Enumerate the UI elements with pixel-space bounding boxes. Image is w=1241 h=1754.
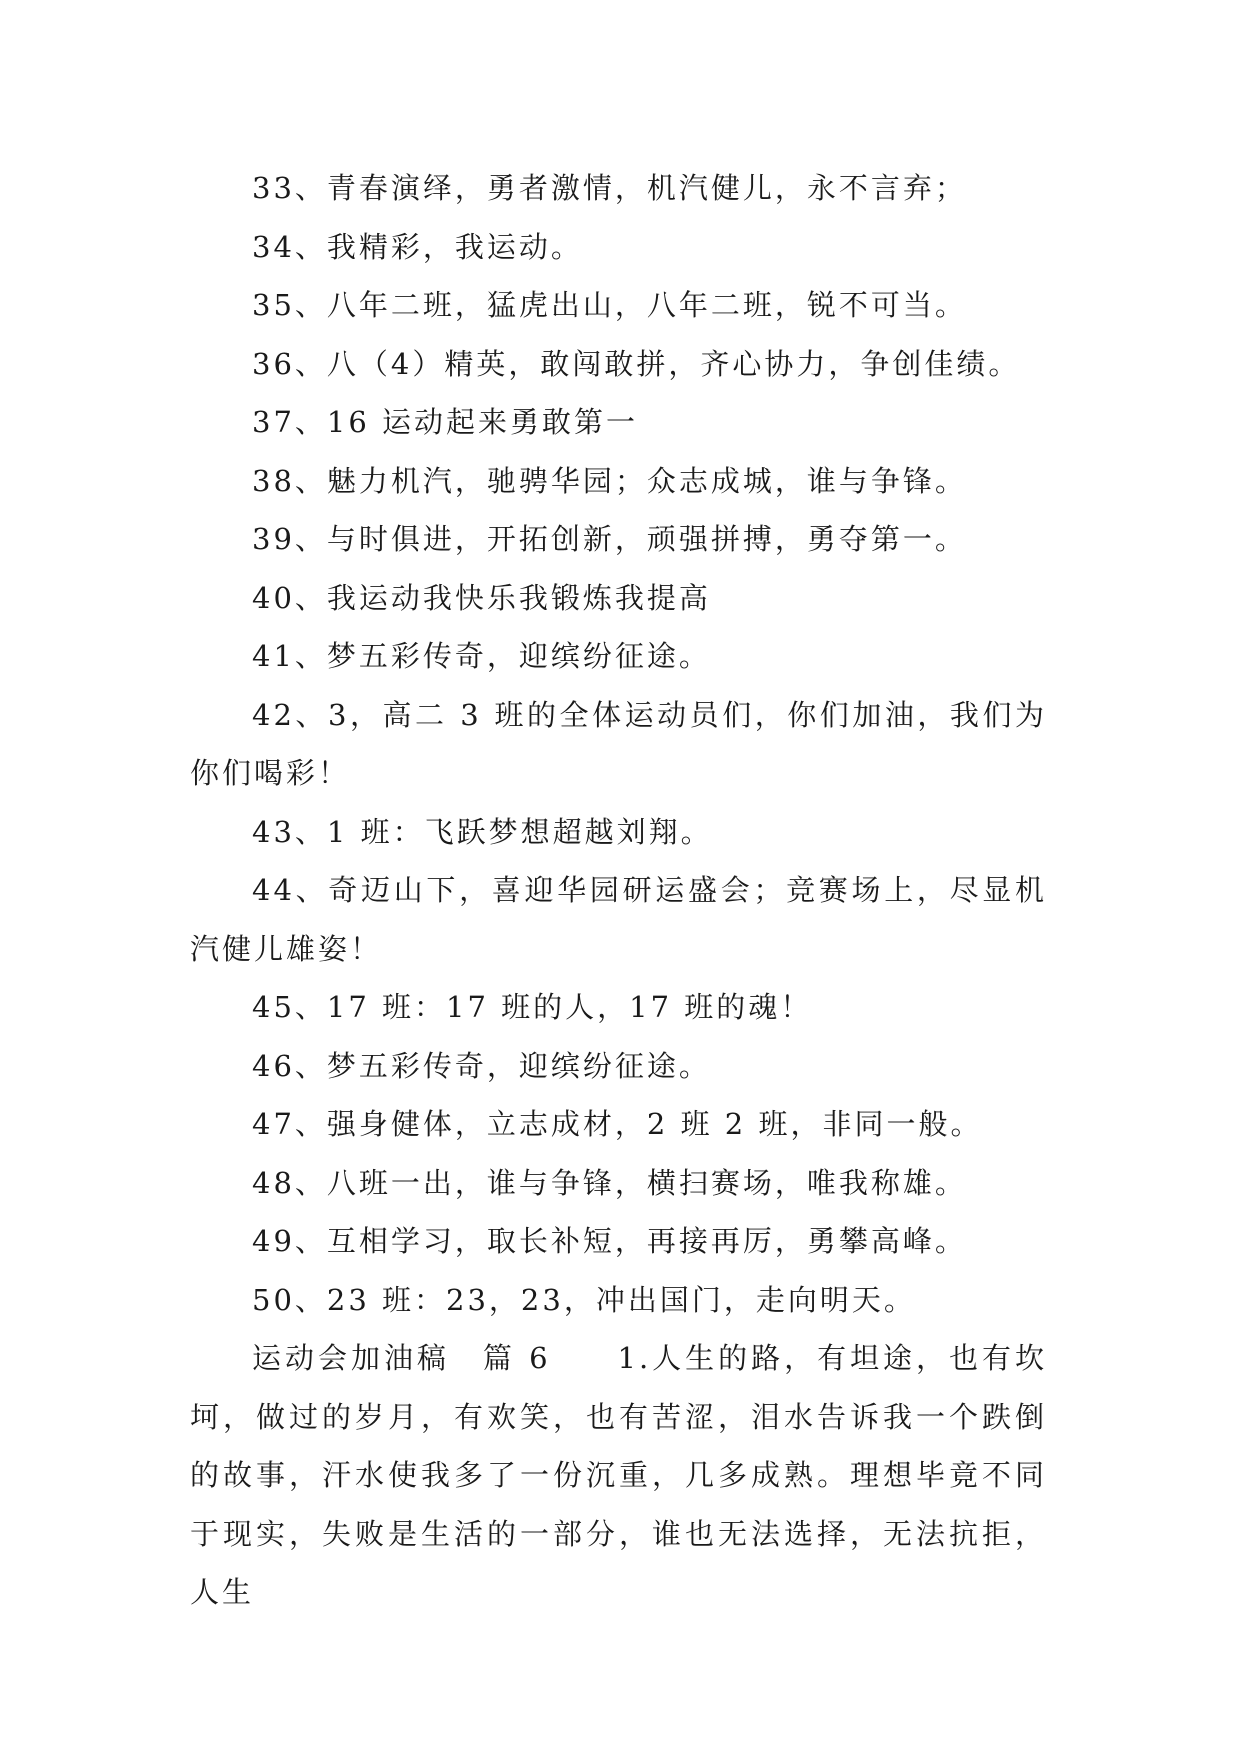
paragraph-46: 46、梦五彩传奇，迎缤纷征途。	[252, 1048, 711, 1083]
paragraph-36: 36、八（4）精英，敢闯敢拼，齐心协力，争创佳绩。	[252, 346, 1021, 381]
paragraph-34: 34、我精彩，我运动。	[252, 229, 583, 264]
paragraph-47: 47、强身健体，立志成材，2 班 2 班，非同一般。	[252, 1107, 983, 1141]
paragraph-41: 41、梦五彩传奇，迎缤纷征途。	[252, 639, 711, 673]
paragraph-45: 45、17 班：17 班的人，17 班的魂！	[252, 990, 813, 1024]
paragraph-39: 39、与时俱进，开拓创新，顽强拼搏，勇夺第一。	[252, 522, 967, 556]
paragraph-48: 48、八班一出，谁与争锋，横扫赛场，唯我称雄。	[252, 1165, 967, 1200]
paragraph-43: 43、1 班：飞跃梦想超越刘翔。	[252, 814, 713, 849]
paragraph-50: 50、23 班：23，23，冲出国门，走向明天。	[252, 1282, 916, 1317]
paragraph-33: 33、青春演绎，勇者激情，机汽健儿，永不言弃；	[252, 171, 967, 205]
paragraph-40: 40、我运动我快乐我锻炼我提高	[252, 580, 711, 615]
paragraph-42: 42、3，高二 3 班的全体运动员们，你们加油，我们为你们喝彩！	[190, 697, 1047, 790]
paragraph-38: 38、魅力机汽，驰骋华园；众志成城，谁与争锋。	[252, 463, 967, 498]
paragraph-49: 49、互相学习，取长补短，再接再厉，勇攀高峰。	[252, 1224, 967, 1258]
document-body	[190, 159, 1047, 1622]
paragraph-44: 44、奇迈山下，喜迎华园研运盛会；竞赛场上，尽显机汽健儿雄姿！	[190, 873, 1047, 966]
section-paragraph-article-6: 运动会加油稿 篇 6 1.人生的路，有坦途，也有坎坷，做过的岁月，有欢笑，也有苦涩，泪水告诉我一个跌倒的故事，汗水使我多了一份沉重，几多成熟。理想毕竟不同于现实，失败是生活的一部分，谁也无法选择，无法抗拒，人生	[190, 1341, 1047, 1609]
paragraph-35: 35、八年二班，猛虎出山，八年二班，锐不可当。	[252, 288, 967, 322]
paragraph-37: 37、16 运动起来勇敢第一	[252, 405, 639, 439]
